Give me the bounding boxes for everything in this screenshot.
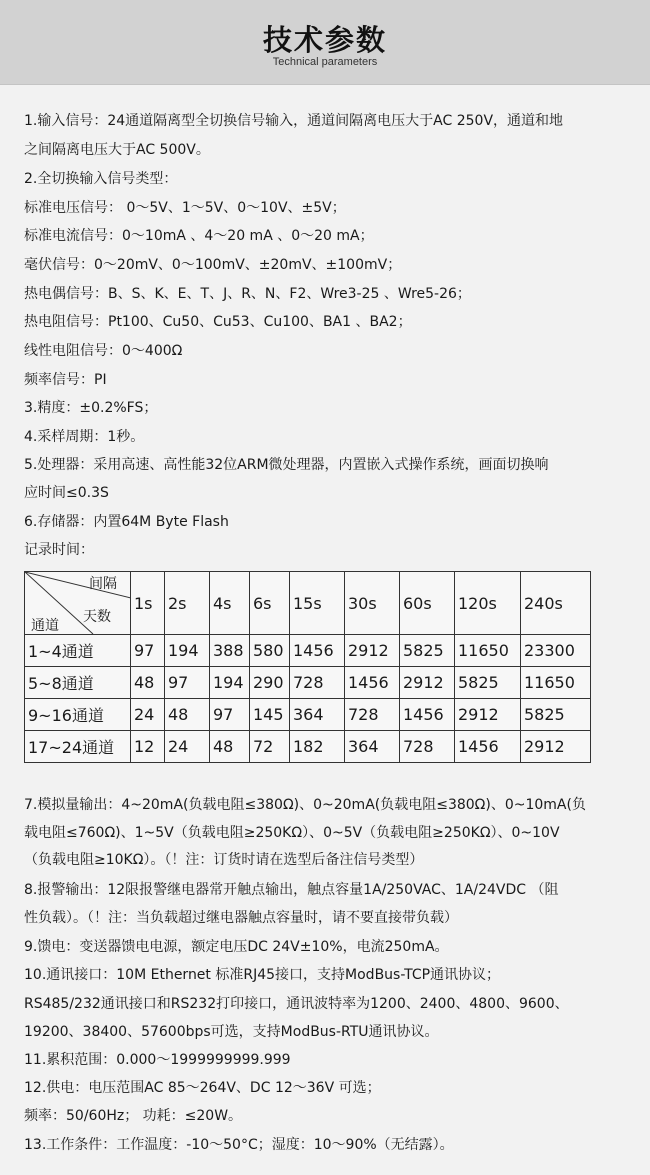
header-banner: [0, 0, 650, 85]
table-cell: 2912: [455, 699, 521, 731]
table-cell: 24: [131, 699, 165, 731]
table-cell: 12: [131, 731, 165, 763]
table-cell: 2912: [400, 667, 455, 699]
column-header: 4s: [210, 572, 250, 635]
spec-line: 1.输入信号：24通道隔离型全切换信号输入，通道间隔离电压大于AC 250V，通道和地: [24, 113, 564, 129]
spec-line: 13.工作条件：工作温度：-10～50°C；湿度：10～90%（无结露）。: [24, 1137, 454, 1153]
table-cell: 97: [131, 635, 165, 667]
corner-channel-label: 通道: [31, 618, 59, 634]
spec-line: RS485/232通讯接口和RS232打印接口，通讯波特率为1200、2400、4800、9600、: [24, 996, 569, 1012]
spec-line: （负载电阻≥10KΩ）。（！注：订货时请在选型后备注信号类型）: [24, 852, 424, 868]
page-subtitle: Technical parameters: [272, 56, 378, 68]
spec-line: 3.精度：±0.2%FS；: [24, 400, 158, 416]
table-cell: 194: [165, 635, 210, 667]
table-cell: 2912: [521, 731, 591, 763]
table-cell: 5825: [521, 699, 591, 731]
table-row: [25, 667, 591, 699]
table-cell: 1456: [455, 731, 521, 763]
table-cell: 364: [345, 731, 400, 763]
spec-line: 热电阻信号：Pt100、Cu50、Cu53、Cu100、BA1 、BA2；: [24, 314, 412, 330]
spec-line: 记录时间：: [24, 542, 94, 558]
row-label: 1~4通道: [25, 635, 131, 667]
table-cell: 97: [165, 667, 210, 699]
spec-line: 载电阻≤760Ω)、1~5V（负载电阻≥250KΩ）、0~5V（负载电阻≥250KΩ）、0~10V: [24, 825, 560, 841]
table-cell: 194: [210, 667, 250, 699]
spec-line: 5.处理器：采用高速、高性能32位ARM微处理器，内置嵌入式操作系统，画面切换响: [24, 457, 549, 473]
table-cell: 728: [345, 699, 400, 731]
table-cell: 388: [210, 635, 250, 667]
spec-line: 频率：50/60Hz； 功耗：≤20W。: [24, 1108, 243, 1124]
table-cell: 580: [250, 635, 290, 667]
table-cell: 48: [165, 699, 210, 731]
page-title: 技术参数: [262, 23, 387, 57]
column-header: 30s: [345, 572, 400, 635]
table-cell: 5825: [400, 635, 455, 667]
table-cell: 72: [250, 731, 290, 763]
spec-line: 标准电压信号： 0～5V、1～5V、0～10V、±5V；: [24, 200, 346, 216]
table-corner-cell: [25, 572, 131, 635]
spec-line: 标准电流信号：0～10mA 、4～20 mA 、0～20 mA；: [24, 228, 374, 244]
table-cell: 182: [290, 731, 345, 763]
spec-line: 19200、38400、57600bps可选，支持ModBus-RTU通讯协议。: [24, 1024, 439, 1040]
corner-days-label: 天数: [83, 609, 111, 625]
table-row: [25, 699, 591, 731]
table-cell: 23300: [521, 635, 591, 667]
column-header: 2s: [165, 572, 210, 635]
spec-line: 12.供电：电压范围AC 85～264V、DC 12～36V 可选；: [24, 1080, 381, 1096]
column-header: 6s: [250, 572, 290, 635]
spec-line: 线性电阻信号：0～400Ω: [24, 343, 183, 359]
column-header: 120s: [455, 572, 521, 635]
spec-line: 性负载）。（！注：当负载超过继电器触点容量时，请不要直接带负载）: [24, 910, 458, 926]
table-cell: 290: [250, 667, 290, 699]
table-cell: 11650: [455, 635, 521, 667]
column-header: 15s: [290, 572, 345, 635]
spec-line: 6.存储器：内置64M Byte Flash: [24, 514, 229, 530]
spec-line: 热电偶信号：B、S、K、E、T、J、R、N、F2、Wre3-25 、Wre5-26；: [24, 286, 471, 302]
spec-line: 毫伏信号：0～20mV、0～100mV、±20mV、±100mV；: [24, 257, 402, 273]
spec-line: 11.累积范围：0.000～1999999999.999: [24, 1052, 291, 1068]
row-label: 17~24通道: [25, 731, 131, 763]
column-header: 60s: [400, 572, 455, 635]
spec-line: 4.采样周期：1秒。: [24, 429, 145, 445]
spec-line: 9.馈电：变送器馈电电源，额定电压DC 24V±10%，电流250mA。: [24, 939, 449, 955]
spec-line: 8.报警输出：12限报警继电器常开触点输出，触点容量1A/250VAC、1A/24VDC （阻: [24, 882, 559, 898]
table-header-row: [25, 572, 591, 635]
table-cell: 728: [400, 731, 455, 763]
record-time-table: [24, 571, 591, 763]
corner-interval-label: 间隔: [89, 576, 117, 592]
column-header: 1s: [131, 572, 165, 635]
table-cell: 1456: [345, 667, 400, 699]
table-row: [25, 635, 591, 667]
spec-line: 10.通讯接口：10M Ethernet 标准RJ45接口，支持ModBus-TCP通讯协议；: [24, 967, 501, 983]
spec-line: 频率信号：PI: [24, 372, 107, 388]
table-cell: 5825: [455, 667, 521, 699]
spec-line: 应时间≤0.3S: [24, 485, 109, 501]
row-label: 9~16通道: [25, 699, 131, 731]
table-cell: 364: [290, 699, 345, 731]
table-cell: 1456: [290, 635, 345, 667]
table-cell: 97: [210, 699, 250, 731]
table-cell: 48: [210, 731, 250, 763]
table-cell: 11650: [521, 667, 591, 699]
spec-line: 2.全切换输入信号类型：: [24, 171, 178, 187]
spec-line: 7.模拟量输出：4~20mA(负载电阻≤380Ω)、0~20mA(负载电阻≤380Ω)、0~10mA(负: [24, 797, 586, 813]
spec-line: 之间隔离电压大于AC 500V。: [24, 142, 210, 158]
table-cell: 48: [131, 667, 165, 699]
table-row: [25, 731, 591, 763]
table-cell: 145: [250, 699, 290, 731]
table-cell: 2912: [345, 635, 400, 667]
table-cell: 1456: [400, 699, 455, 731]
column-header: 240s: [521, 572, 591, 635]
table-cell: 728: [290, 667, 345, 699]
row-label: 5~8通道: [25, 667, 131, 699]
table-cell: 24: [165, 731, 210, 763]
